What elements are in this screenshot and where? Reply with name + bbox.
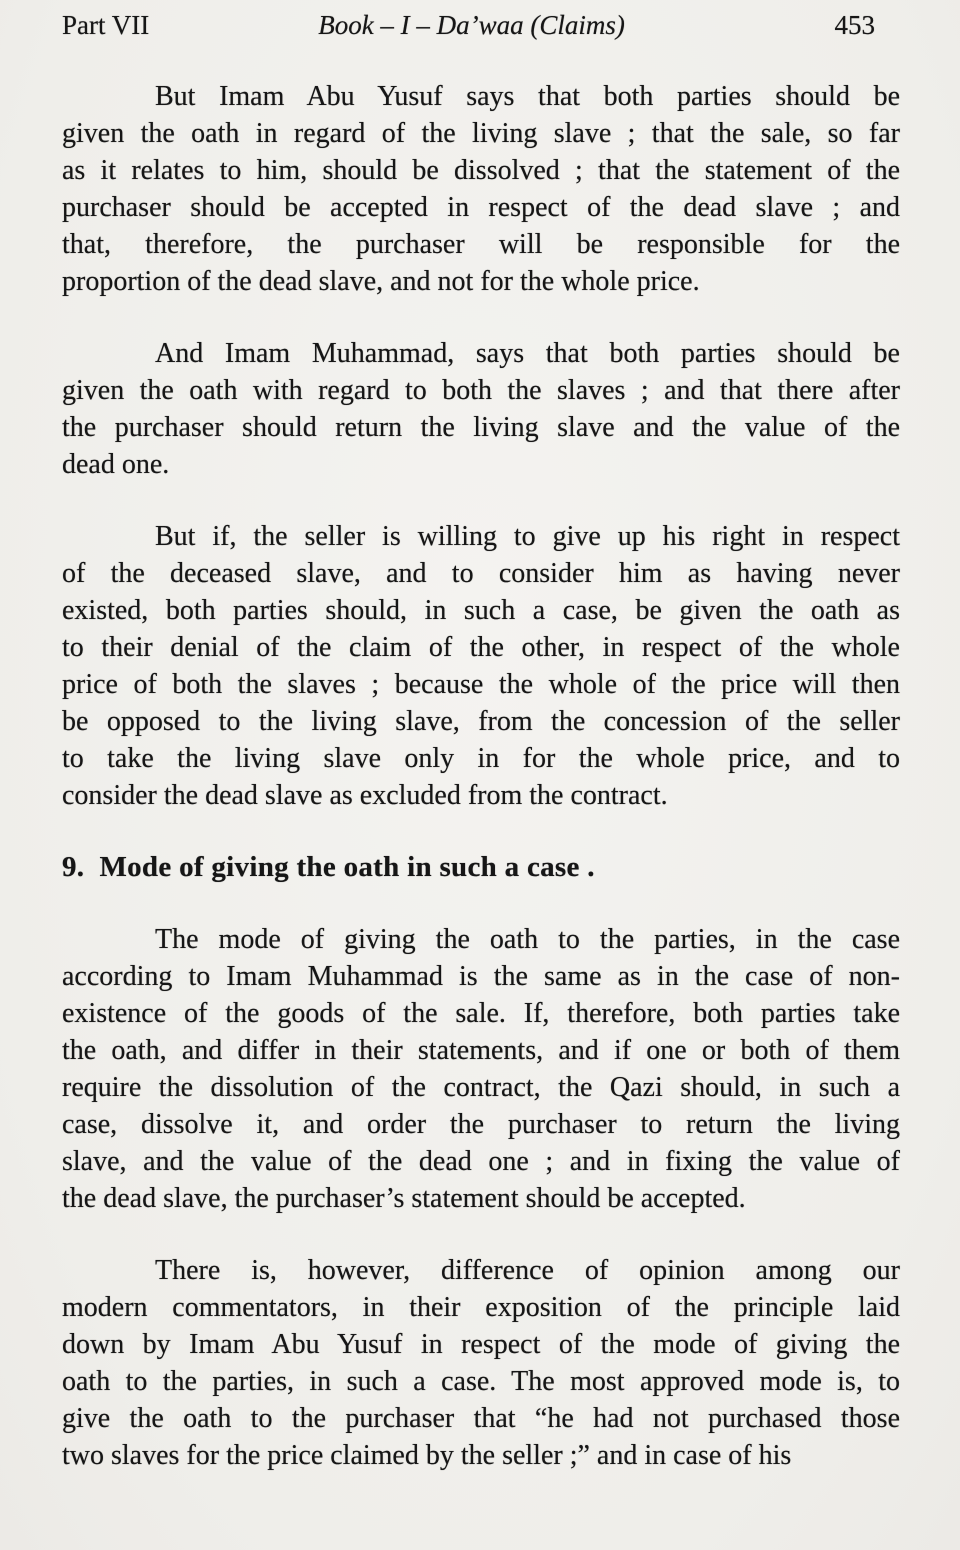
text-line: be opposed to the living slave, from the concession of the seller — [62, 706, 900, 737]
text-line: case, dissolve it, and order the purchaser to return the living — [62, 1109, 900, 1140]
text-line: require the dissolution of the contract, the Qazi should, in such a — [62, 1072, 900, 1103]
text-line: purchaser should be accepted in respect of the dead slave ; and — [62, 192, 900, 223]
text-line: existed, both parties should, in such a case, be given the oath as — [62, 595, 900, 626]
text-line: consider the dead slave as excluded from the contract. — [62, 780, 668, 811]
paragraph — [62, 78, 900, 300]
text-line: of the deceased slave, and to consider him as having never — [62, 558, 900, 589]
text-line: as it relates to him, should be dissolved ; that the statement of the — [62, 155, 900, 186]
text-line: that, therefore, the purchaser will be responsible for the — [62, 229, 900, 260]
text-line: But if, the seller is willing to give up his right in respect — [155, 521, 900, 552]
text-line: dead one. — [62, 449, 170, 480]
text-line: But Imam Abu Yusuf says that both parties should be — [155, 81, 900, 112]
text-line: given the oath with regard to both the slaves ; and that there after — [62, 375, 900, 406]
text-line: the dead slave, the purchaser’s statement should be accepted. — [62, 1183, 746, 1214]
text-line: The mode of giving the oath to the parties, in the case — [155, 924, 900, 955]
paragraph — [62, 1252, 900, 1474]
text-line: And Imam Muhammad, says that both parties should be — [155, 338, 900, 369]
text-line: the oath, and differ in their statements, and if one or both of them — [62, 1035, 900, 1066]
text-line: the purchaser should return the living slave and the value of the — [62, 412, 900, 443]
paragraph — [62, 518, 900, 814]
text-line: to take the living slave only in for the whole price, and to — [62, 743, 900, 774]
text-line: slave, and the value of the dead one ; and in fixing the value of — [62, 1146, 900, 1177]
paragraph — [62, 335, 900, 483]
text-line: down by Imam Abu Yusuf in respect of the mode of giving the — [62, 1329, 900, 1360]
text-line: two slaves for the price claimed by the seller ;” and in case of his — [62, 1440, 792, 1471]
section-heading: 9. Mode of giving the oath in such a case . — [62, 851, 595, 883]
text-line: given the oath in regard of the living slave ; that the sale, so far — [62, 118, 900, 149]
book-title: Book – I – Da’waa (Claims) — [318, 10, 625, 40]
text-line: oath to the parties, in such a case. The most approved mode is, to — [62, 1366, 900, 1397]
text-line: There is, however, difference of opinion among our — [155, 1255, 900, 1286]
page-body — [62, 78, 900, 1509]
text-line: give the oath to the purchaser that “he had not purchased those — [62, 1403, 900, 1434]
part-label: Part VII — [62, 10, 150, 40]
page-header — [62, 8, 875, 42]
text-line: to their denial of the claim of the other, in respect of the whole — [62, 632, 900, 663]
paragraph — [62, 921, 900, 1217]
text-line: modern commentators, in their exposition of the principle laid — [62, 1292, 900, 1323]
text-line: according to Imam Muhammad is the same as in the case of non- — [62, 961, 900, 992]
text-line: proportion of the dead slave, and not for the whole price. — [62, 266, 700, 297]
text-line: existence of the goods of the sale. If, therefore, both parties take — [62, 998, 900, 1029]
page-number: 453 — [834, 10, 875, 40]
text-line: price of both the slaves ; because the whole of the price will then — [62, 669, 900, 700]
